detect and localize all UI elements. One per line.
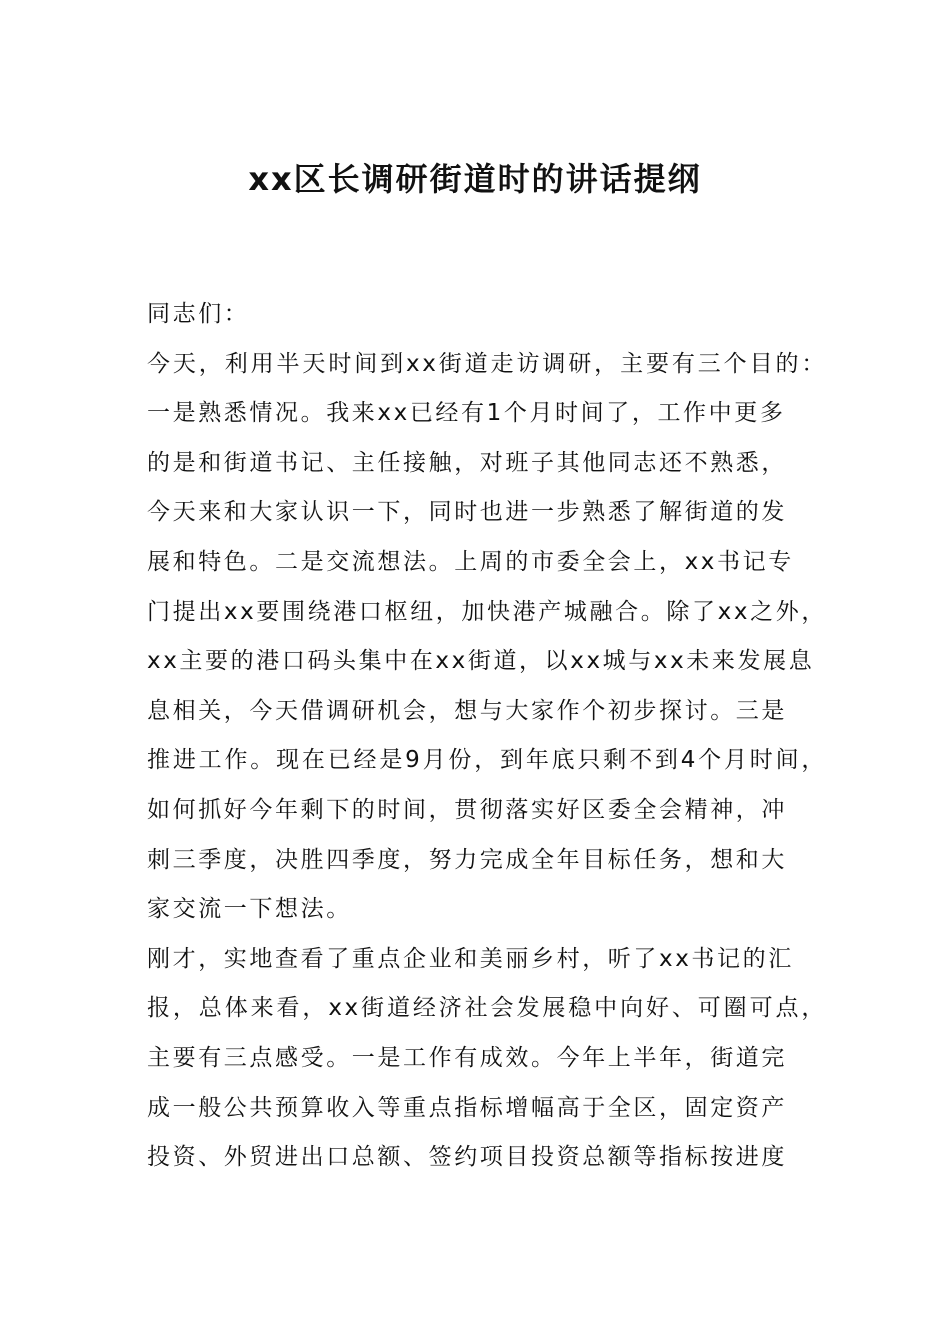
text-line: 刺三季度，决胜四季度，努力完成全年目标任务，想和大 [147,846,787,873]
text-line: 今天，利用半天时间到xx街道走访调研，主要有三个目的： [147,350,827,377]
text-line: 推进工作。现在已经是9月份，到年底只剩不到4个月时间， [147,747,827,774]
document-title: xx区长调研街道时的讲话提纲 [248,160,702,198]
text-line: 如何抓好今年剩下的时间，贯彻落实好区委全会精神，冲 [147,796,787,823]
text-line: 一是熟悉情况。我来xx已经有1个月时间了，工作中更多 [147,400,786,427]
text-line: 刚才，实地查看了重点企业和美丽乡村，听了xx书记的汇 [147,945,794,972]
text-line: 同志们： [147,301,250,327]
text-line: 投资、外贸进出口总额、签约项目投资总额等指标按进度 [147,1144,787,1171]
text-line: 今天来和大家认识一下，同时也进一步熟悉了解街道的发 [147,499,787,526]
text-line: 家交流一下想法。 [147,896,352,923]
text-line: 成一般公共预算收入等重点指标增幅高于全区，固定资产 [147,1094,787,1121]
text-line: 主要有三点感受。一是工作有成效。今年上半年，街道完 [147,1044,787,1071]
text-line: 报，总体来看，xx街道经济社会发展稳中向好、可圈可点， [147,995,827,1022]
text-line: 门提出xx要围绕港口枢纽，加快港产城融合。除了xx之外， [147,598,827,625]
text-line: 息相关，今天借调研机会，想与大家作个初步探讨。三是 [147,697,787,724]
text-line: 的是和街道书记、主任接触，对班子其他同志还不熟悉， [147,449,787,476]
document-body [147,290,827,1183]
text-line: 展和特色。二是交流想法。上周的市委全会上，xx书记专 [147,548,794,575]
text-line: xx主要的港口码头集中在xx街道，以xx城与xx未来发展息 [147,648,815,675]
